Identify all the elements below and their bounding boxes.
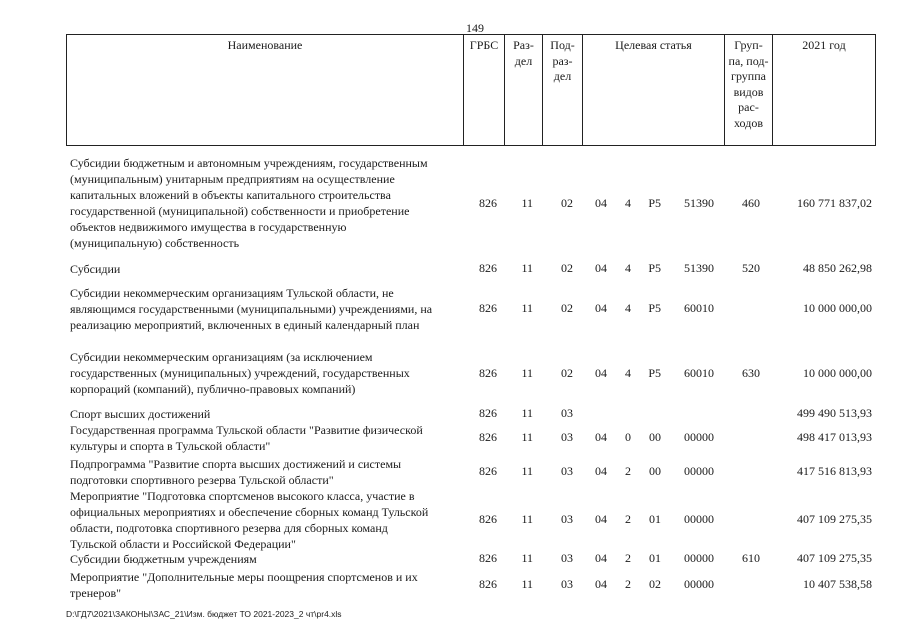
row-name-line: Субсидии бюджетным учреждениям xyxy=(70,552,257,566)
cell-rz: 11 xyxy=(521,430,533,444)
cell-sum: 407 109 275,35 xyxy=(797,551,872,565)
cell-pr: 03 xyxy=(561,406,573,420)
cell-c4: 00000 xyxy=(684,577,714,591)
cell-c2: 2 xyxy=(625,464,631,478)
cell-grbs: 826 xyxy=(479,301,497,315)
cell-rz: 11 xyxy=(521,406,533,420)
header-cell-name xyxy=(66,34,464,146)
cell-c2: 4 xyxy=(625,366,631,380)
cell-rz: 11 xyxy=(521,196,533,210)
cell-grbs: 826 xyxy=(479,512,497,526)
row-name xyxy=(70,261,465,277)
cell-c4: 51390 xyxy=(684,196,714,210)
cell-pr: 03 xyxy=(561,551,573,565)
cell-c2: 4 xyxy=(625,301,631,315)
cell-c3: P5 xyxy=(648,301,661,315)
cell-rz: 11 xyxy=(521,464,533,478)
row-name-line: государственной (муниципальной) собственности и приобретение xyxy=(70,204,410,218)
header-razdel xyxy=(505,38,542,69)
cell-c3: P5 xyxy=(648,261,661,275)
row-name-line: области, подготовка спортивного резерва для сборных команд xyxy=(70,521,388,535)
row-name-line: Мероприятие "Дополнительные меры поощрения спортсменов и их xyxy=(70,570,418,584)
file-path-footer: D:\ГД7\2021\ЗАКОНЫ\ЗАС_21\Изм. бюджет ТО 2021-2023_2 чт\pr4.xls xyxy=(66,609,342,619)
row-name-line: корпораций (компаний), публично-правовых компаний) xyxy=(70,382,356,396)
header-name: Наименование xyxy=(227,38,303,52)
row-name xyxy=(70,488,465,552)
cell-c2: 2 xyxy=(625,551,631,565)
cell-c3: 01 xyxy=(649,512,661,526)
cell-c2: 0 xyxy=(625,430,631,444)
row-name-line: Подпрограмма "Развитие спорта высших достижений и системы xyxy=(70,457,402,471)
header-year: 2021 год xyxy=(802,38,846,52)
cell-c3: 01 xyxy=(649,551,661,565)
row-name xyxy=(70,349,465,397)
header-cell-group xyxy=(724,34,773,146)
cell-pr: 03 xyxy=(561,577,573,591)
row-name-line: Субсидии бюджетным и автономным учреждениям, государственным xyxy=(70,156,428,170)
row-name-line: культуры и спорта в Тульской области" xyxy=(70,439,271,453)
row-name-line: тренеров" xyxy=(70,586,122,600)
cell-sum: 498 417 013,93 xyxy=(797,430,872,444)
cell-sum: 160 771 837,02 xyxy=(797,196,872,210)
cell-rz: 11 xyxy=(521,366,533,380)
cell-pr: 02 xyxy=(561,261,573,275)
row-name xyxy=(70,422,465,454)
row-name-line: Субсидии некоммерческим организациям (за исключением xyxy=(70,350,373,364)
cell-c1: 04 xyxy=(595,196,607,210)
cell-c2: 4 xyxy=(625,196,631,210)
cell-c1: 04 xyxy=(595,551,607,565)
header-cell-podrazdel xyxy=(542,34,583,146)
header-cell-target xyxy=(582,34,725,146)
row-name-line: Мероприятие "Подготовка спортсменов высокого класса, участие в xyxy=(70,489,415,503)
cell-c2: 2 xyxy=(625,577,631,591)
cell-vr: 630 xyxy=(742,366,760,380)
cell-sum: 407 109 275,35 xyxy=(797,512,872,526)
row-name xyxy=(70,551,465,567)
header-target: Целевая статья xyxy=(615,38,692,52)
cell-c2: 2 xyxy=(625,512,631,526)
header-group-line: группа xyxy=(731,69,766,83)
cell-rz: 11 xyxy=(521,577,533,591)
cell-c2: 4 xyxy=(625,261,631,275)
cell-c1: 04 xyxy=(595,261,607,275)
cell-sum: 10 000 000,00 xyxy=(803,366,872,380)
cell-c4: 60010 xyxy=(684,366,714,380)
row-name-line: Государственная программа Тульской области "Развитие физической xyxy=(70,423,423,437)
cell-c1: 04 xyxy=(595,430,607,444)
header-razdel-line: Раз- xyxy=(513,38,534,52)
header-cell-grbs xyxy=(463,34,505,146)
cell-sum: 10 000 000,00 xyxy=(803,301,872,315)
cell-c4: 00000 xyxy=(684,430,714,444)
cell-c4: 60010 xyxy=(684,301,714,315)
cell-vr: 520 xyxy=(742,261,760,275)
cell-c4: 00000 xyxy=(684,551,714,565)
row-name-line: подготовки спортивного резерва Тульской области" xyxy=(70,473,334,487)
cell-pr: 02 xyxy=(561,196,573,210)
cell-c4: 00000 xyxy=(684,512,714,526)
cell-grbs: 826 xyxy=(479,464,497,478)
cell-c1: 04 xyxy=(595,577,607,591)
cell-c3: 00 xyxy=(649,430,661,444)
header-group-line: ходов xyxy=(734,115,763,130)
row-name xyxy=(70,285,465,333)
header-podrazdel xyxy=(543,38,582,85)
row-name-line: капитальных вложений в объекты капитального строительства xyxy=(70,188,391,202)
header-cell-razdel xyxy=(504,34,543,146)
cell-pr: 03 xyxy=(561,464,573,478)
cell-grbs: 826 xyxy=(479,577,497,591)
row-name xyxy=(70,406,465,422)
row-name-line: государственных (муниципальных) учреждений, государственных xyxy=(70,366,410,380)
cell-vr: 460 xyxy=(742,196,760,210)
cell-c1: 04 xyxy=(595,464,607,478)
cell-sum: 499 490 513,93 xyxy=(797,406,872,420)
cell-grbs: 826 xyxy=(479,196,497,210)
header-grbs: ГРБС xyxy=(469,38,499,52)
cell-sum: 10 407 538,58 xyxy=(803,577,872,591)
cell-grbs: 826 xyxy=(479,366,497,380)
cell-rz: 11 xyxy=(521,261,533,275)
header-group-line: па, под- xyxy=(728,53,769,68)
header-group-line: Груп- xyxy=(734,38,763,52)
row-name-line: официальных мероприятиях и обеспечение сборных команд Тульской xyxy=(70,505,429,519)
row-name xyxy=(70,569,465,601)
cell-pr: 02 xyxy=(561,301,573,315)
row-name-line: (муниципальным) унитарным предприятиям на осуществление xyxy=(70,172,395,186)
header-cell-year xyxy=(772,34,876,146)
cell-c4: 51390 xyxy=(684,261,714,275)
row-name-line: реализацию мероприятий, включенных в единый календарный план xyxy=(70,318,420,332)
cell-rz: 11 xyxy=(521,301,533,315)
cell-c3: P5 xyxy=(648,366,661,380)
row-name-line: Субсидии некоммерческим организациям Тульской области, не xyxy=(70,286,394,300)
row-name-line: (муниципальную) собственность xyxy=(70,236,240,250)
header-podrazdel-line: дел xyxy=(553,69,572,83)
cell-grbs: 826 xyxy=(479,430,497,444)
cell-grbs: 826 xyxy=(479,261,497,275)
cell-grbs: 826 xyxy=(479,551,497,565)
header-podrazdel-line: раз- xyxy=(552,53,573,68)
header-group xyxy=(725,38,772,131)
header-group-line: видов xyxy=(733,84,764,99)
cell-sum: 48 850 262,98 xyxy=(803,261,872,275)
cell-rz: 11 xyxy=(521,512,533,526)
header-group-line: рас- xyxy=(738,100,759,114)
cell-c4: 00000 xyxy=(684,464,714,478)
row-name-line: объектов недвижимого имущества в государственную xyxy=(70,220,347,234)
cell-grbs: 826 xyxy=(479,406,497,420)
header-podrazdel-line: Под- xyxy=(550,38,575,52)
cell-c3: 02 xyxy=(649,577,661,591)
cell-c3: 00 xyxy=(649,464,661,478)
cell-pr: 03 xyxy=(561,430,573,444)
cell-c1: 04 xyxy=(595,301,607,315)
row-name xyxy=(70,456,465,488)
cell-pr: 02 xyxy=(561,366,573,380)
page-number: 149 xyxy=(466,21,484,35)
row-name-line: являющимся государственными (муниципальными) учреждениями, на xyxy=(70,302,433,316)
row-name-line: Субсидии xyxy=(70,262,121,276)
cell-sum: 417 516 813,93 xyxy=(797,464,872,478)
row-name-line: Тульской области и Российской Федерации" xyxy=(70,537,296,551)
cell-c1: 04 xyxy=(595,366,607,380)
cell-vr: 610 xyxy=(742,551,760,565)
header-razdel-line: дел xyxy=(514,53,533,68)
row-name-line: Спорт высших достижений xyxy=(70,407,211,421)
cell-pr: 03 xyxy=(561,512,573,526)
cell-c1: 04 xyxy=(595,512,607,526)
row-name xyxy=(70,155,465,251)
cell-c3: P5 xyxy=(648,196,661,210)
cell-rz: 11 xyxy=(521,551,533,565)
